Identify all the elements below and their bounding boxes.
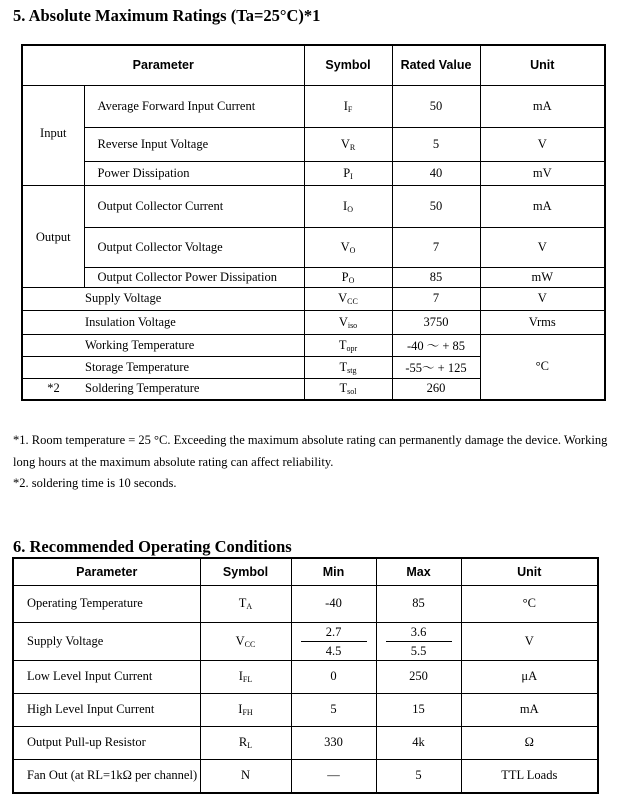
value-cell: -40 ～ + 85 (392, 334, 480, 356)
value-cell: 7 (392, 227, 480, 267)
symbol-cell: $I_F$ (304, 85, 392, 127)
unit-cell: °C (461, 585, 598, 622)
min-cell: -40 (291, 585, 376, 622)
param-cell: Average Forward Input Current (84, 85, 304, 127)
table-row (13, 622, 598, 660)
param-cell: Reverse Input Voltage (84, 127, 304, 161)
value-cell: 260 (392, 378, 480, 400)
param-cell: Operating Temperature (13, 585, 200, 622)
table-row (22, 227, 605, 267)
max-cell: 5 (376, 759, 461, 793)
param-cell: Output Pull-up Resistor (13, 726, 200, 759)
header-parameter: Parameter (22, 45, 304, 85)
absolute-max-ratings-table (21, 44, 606, 401)
symbol-cell: $T_{opr}$ (304, 334, 392, 356)
min-cell: 0 (291, 660, 376, 693)
min-value-1: 2.7 (325, 624, 342, 639)
unit-cell: Vrms (480, 310, 605, 334)
value-cell: 40 (392, 161, 480, 185)
table-row (13, 726, 598, 759)
symbol-cell: N (200, 759, 291, 793)
max-value-1: 3.6 (410, 624, 427, 639)
value-cell: -55～ + 125 (392, 356, 480, 378)
max-cell: 250 (376, 660, 461, 693)
table-header-row (22, 45, 605, 85)
min-cell: 330 (291, 726, 376, 759)
footnote-1: *1. Room temperature = 25 °C. Exceeding the maximum absolute rating can permanently damage the device. Working long hours at the maximum absolute rating can affect reliability. (13, 433, 608, 469)
symbol-cell: $P_I$ (304, 161, 392, 185)
header-symbol: Symbol (304, 45, 392, 85)
symbol-cell: $I_{FL}$ (200, 660, 291, 693)
footnote-2: *2. soldering time is 10 seconds. (13, 476, 177, 490)
symbol-cell: $I_O$ (304, 185, 392, 227)
table-row (13, 759, 598, 793)
param-cell: Low Level Input Current (13, 660, 200, 693)
unit-cell: TTL Loads (461, 759, 598, 793)
table-row (22, 267, 605, 287)
footnote-mark: *2 (22, 378, 84, 400)
param-cell: Soldering Temperature (84, 378, 304, 400)
param-cell: Output Collector Voltage (84, 227, 304, 267)
header-rated-value: Rated Value (392, 45, 480, 85)
symbol-cell: $V_{iso}$ (304, 310, 392, 334)
header-symbol: Symbol (200, 558, 291, 585)
table-row (22, 127, 605, 161)
symbol-cell: $P_O$ (304, 267, 392, 287)
param-cell: High Level Input Current (13, 693, 200, 726)
header-min: Min (291, 558, 376, 585)
value-cell: 5 (392, 127, 480, 161)
recommended-operating-table (12, 557, 599, 794)
unit-cell: μA (461, 660, 598, 693)
min-cell: 5 (291, 693, 376, 726)
min-cell: — (291, 759, 376, 793)
temperature-unit-cell: °C (480, 334, 605, 400)
symbol-cell: $V_R$ (304, 127, 392, 161)
table-row (22, 161, 605, 185)
header-parameter: Parameter (13, 558, 200, 585)
value-cell: 7 (392, 287, 480, 310)
param-cell: Supply Voltage (84, 287, 304, 310)
value-cell: 50 (392, 185, 480, 227)
unit-cell: mA (461, 693, 598, 726)
symbol-cell: $I_{FH}$ (200, 693, 291, 726)
param-cell: Fan Out (at RL=1kΩ per channel) (13, 759, 200, 793)
max-cell: 4k (376, 726, 461, 759)
table-row (22, 334, 605, 356)
table-row (13, 693, 598, 726)
table-row (13, 585, 598, 622)
unit-cell: mW (480, 267, 605, 287)
symbol-cell: $V_{CC}$ (200, 622, 291, 660)
group-output: Output (22, 185, 84, 287)
max-cell: 15 (376, 693, 461, 726)
group-input: Input (22, 85, 84, 185)
value-cell: 50 (392, 85, 480, 127)
unit-cell: Ω (461, 726, 598, 759)
symbol-cell: $V_O$ (304, 227, 392, 267)
param-cell: Power Dissipation (84, 161, 304, 185)
max-cell: 85 (376, 585, 461, 622)
symbol-cell: $R_L$ (200, 726, 291, 759)
max-value-2: 5.5 (410, 643, 427, 658)
footnotes (13, 430, 618, 495)
param-cell: Working Temperature (84, 334, 304, 356)
unit-cell: V (480, 227, 605, 267)
unit-cell: V (480, 127, 605, 161)
table-header-row (13, 558, 598, 585)
table-row (22, 310, 605, 334)
min-value-2: 4.5 (325, 643, 342, 658)
table-row (22, 85, 605, 127)
unit-cell: V (461, 622, 598, 660)
table-row (22, 287, 605, 310)
symbol-cell: $T_{sol}$ (304, 378, 392, 400)
param-cell: Insulation Voltage (84, 310, 304, 334)
param-cell: Output Collector Current (84, 185, 304, 227)
symbol-cell: $T_{stg}$ (304, 356, 392, 378)
value-cell: 3750 (392, 310, 480, 334)
param-cell: Storage Temperature (84, 356, 304, 378)
header-unit: Unit (480, 45, 605, 85)
section5-title: 5. Absolute Maximum Ratings (Ta=25°C)*1 (13, 6, 321, 25)
param-cell: Supply Voltage (13, 622, 200, 660)
table-row (13, 660, 598, 693)
section6-title: 6. Recommended Operating Conditions (13, 537, 292, 556)
unit-cell: V (480, 287, 605, 310)
symbol-cell: $T_A$ (200, 585, 291, 622)
value-cell: 85 (392, 267, 480, 287)
min-cell (291, 622, 376, 660)
max-cell (376, 622, 461, 660)
unit-cell: mA (480, 185, 605, 227)
table-row (22, 185, 605, 227)
unit-cell: mV (480, 161, 605, 185)
header-max: Max (376, 558, 461, 585)
unit-cell: mA (480, 85, 605, 127)
header-unit: Unit (461, 558, 598, 585)
symbol-cell: $V_{CC}$ (304, 287, 392, 310)
param-cell: Output Collector Power Dissipation (84, 267, 304, 287)
